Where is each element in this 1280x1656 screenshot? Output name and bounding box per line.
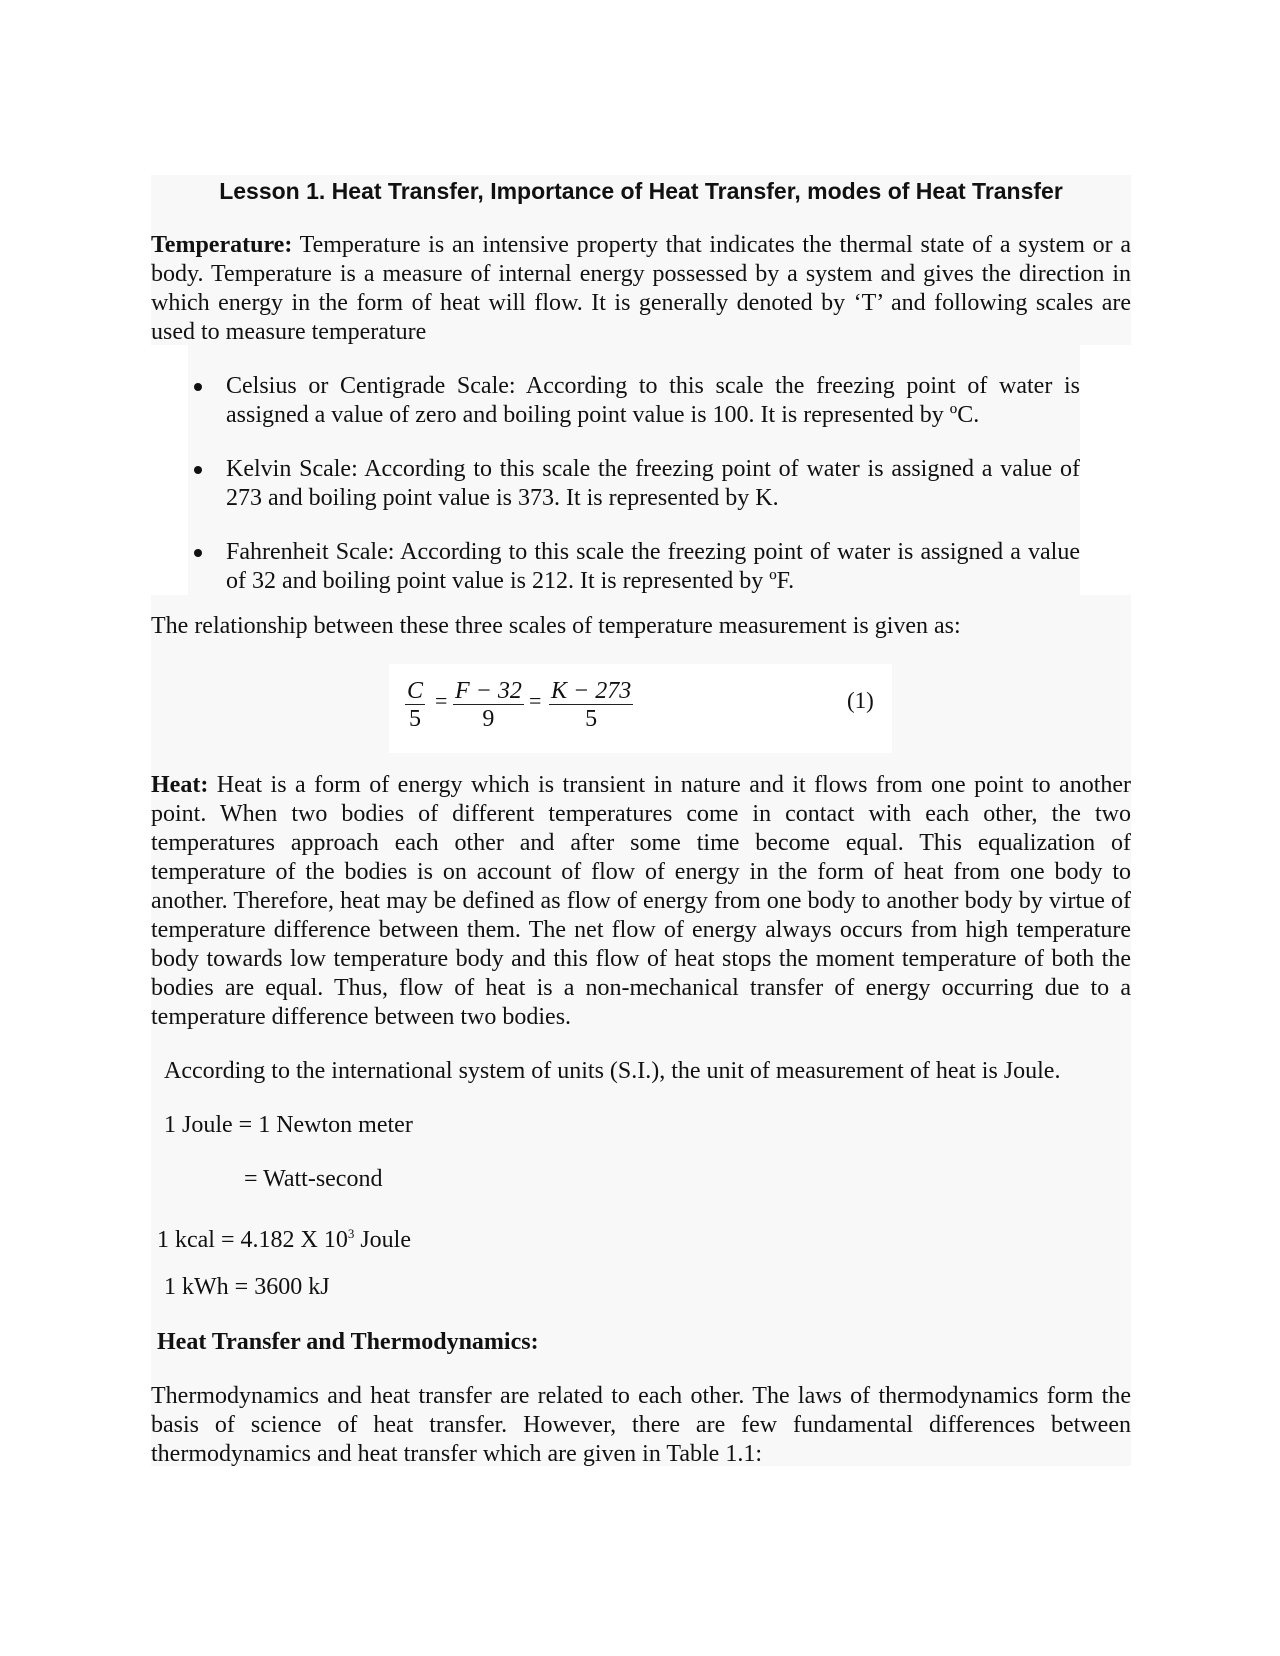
fraction-numerator: C	[407, 678, 424, 704]
heat-text: Heat is a form of energy which is transient in nature and it flows from one point to another point. When two bodies of different temperatures come in contact with each other, the two temperatures approach each other and after some time become equal. This equalization of temperature of the bodies is on account of flow of energy in the form of heat from one body to another. Therefore, heat may be defined as flow of energy from one body to another body by virtue of temperature difference between them. The net flow of energy always occurs from high temperature body towards low temperature body and this flow of heat stops the moment temperature of both the bodies are equal. Thus, flow of heat is a non-mechanical transfer of energy occurring due to a temperature difference between two bodies.	[151, 772, 1131, 1030]
fraction-denominator: 9	[482, 706, 495, 732]
temperature-paragraph	[151, 231, 1131, 347]
watt-second-definition: = Watt-second	[244, 1166, 383, 1192]
equals-sign: =	[435, 688, 448, 713]
equals-sign: =	[529, 688, 542, 713]
thermo-paragraph: Thermodynamics and heat transfer are related to each other. The laws of thermodynamics form the basis of science of heat transfer. However, there are few fundamental differences between thermodynamics and heat transfer which are given in Table 1.1:	[151, 1383, 1131, 1467]
bullet-icon	[194, 549, 202, 557]
joule-definition: 1 Joule = 1 Newton meter	[164, 1112, 413, 1138]
si-unit-text: According to the international system of units (S.I.), the unit of measurement of heat is Joule.	[164, 1058, 1061, 1084]
list-item-text: Fahrenheit Scale: According to this scale the freezing point of water is assigned a value of 32 and boiling point value is 212. It is represented by ºF.	[226, 539, 1080, 594]
kcal-unit: Joule	[354, 1227, 412, 1253]
thermo-heading-text: Heat Transfer and Thermodynamics:	[157, 1329, 539, 1355]
lesson-title: Lesson 1. Heat Transfer, Importance of Heat Transfer, modes of Heat Transfer	[219, 178, 1063, 204]
fraction-numerator: F − 32	[455, 678, 522, 704]
kcal-text: 1 kcal = 4.182 X 10	[157, 1227, 348, 1253]
heat-paragraph	[151, 771, 1131, 1032]
kcal-exponent: 3	[347, 1226, 355, 1241]
list-item-text: Celsius or Centigrade Scale: According to this scale the freezing point of water is assigned a value of zero and boiling point value is 100. It is represented by ºC.	[226, 373, 1080, 428]
bullet-icon	[194, 466, 202, 474]
fraction-numerator: K − 273	[551, 678, 632, 704]
heat-heading: Heat:	[151, 772, 209, 798]
equation-image	[389, 664, 892, 753]
relationship-text: The relationship between these three scales of temperature measurement is given as:	[151, 613, 961, 639]
list-item-text: Kelvin Scale: According to this scale the freezing point of water is assigned a value of 273 and boiling point value is 373. It is represented by K.	[226, 456, 1080, 511]
fraction-denominator: 5	[409, 706, 421, 732]
kwh-definition: 1 kWh = 3600 kJ	[164, 1274, 330, 1300]
bullet-icon	[194, 383, 202, 391]
temperature-heading: Temperature:	[151, 232, 293, 258]
equation-number: (1)	[847, 688, 874, 713]
fraction-denominator: 5	[585, 706, 598, 732]
thermo-heading	[157, 1328, 539, 1357]
kcal-definition	[157, 1219, 411, 1255]
temperature-text: Temperature is an intensive property that indicates the thermal state of a system or a body. Temperature is a measure of internal energy possessed by a system and gives the direction in which energy in the form of heat will flow. It is generally denoted by ‘T’ and following scales are used to measure temperature	[151, 232, 1131, 345]
